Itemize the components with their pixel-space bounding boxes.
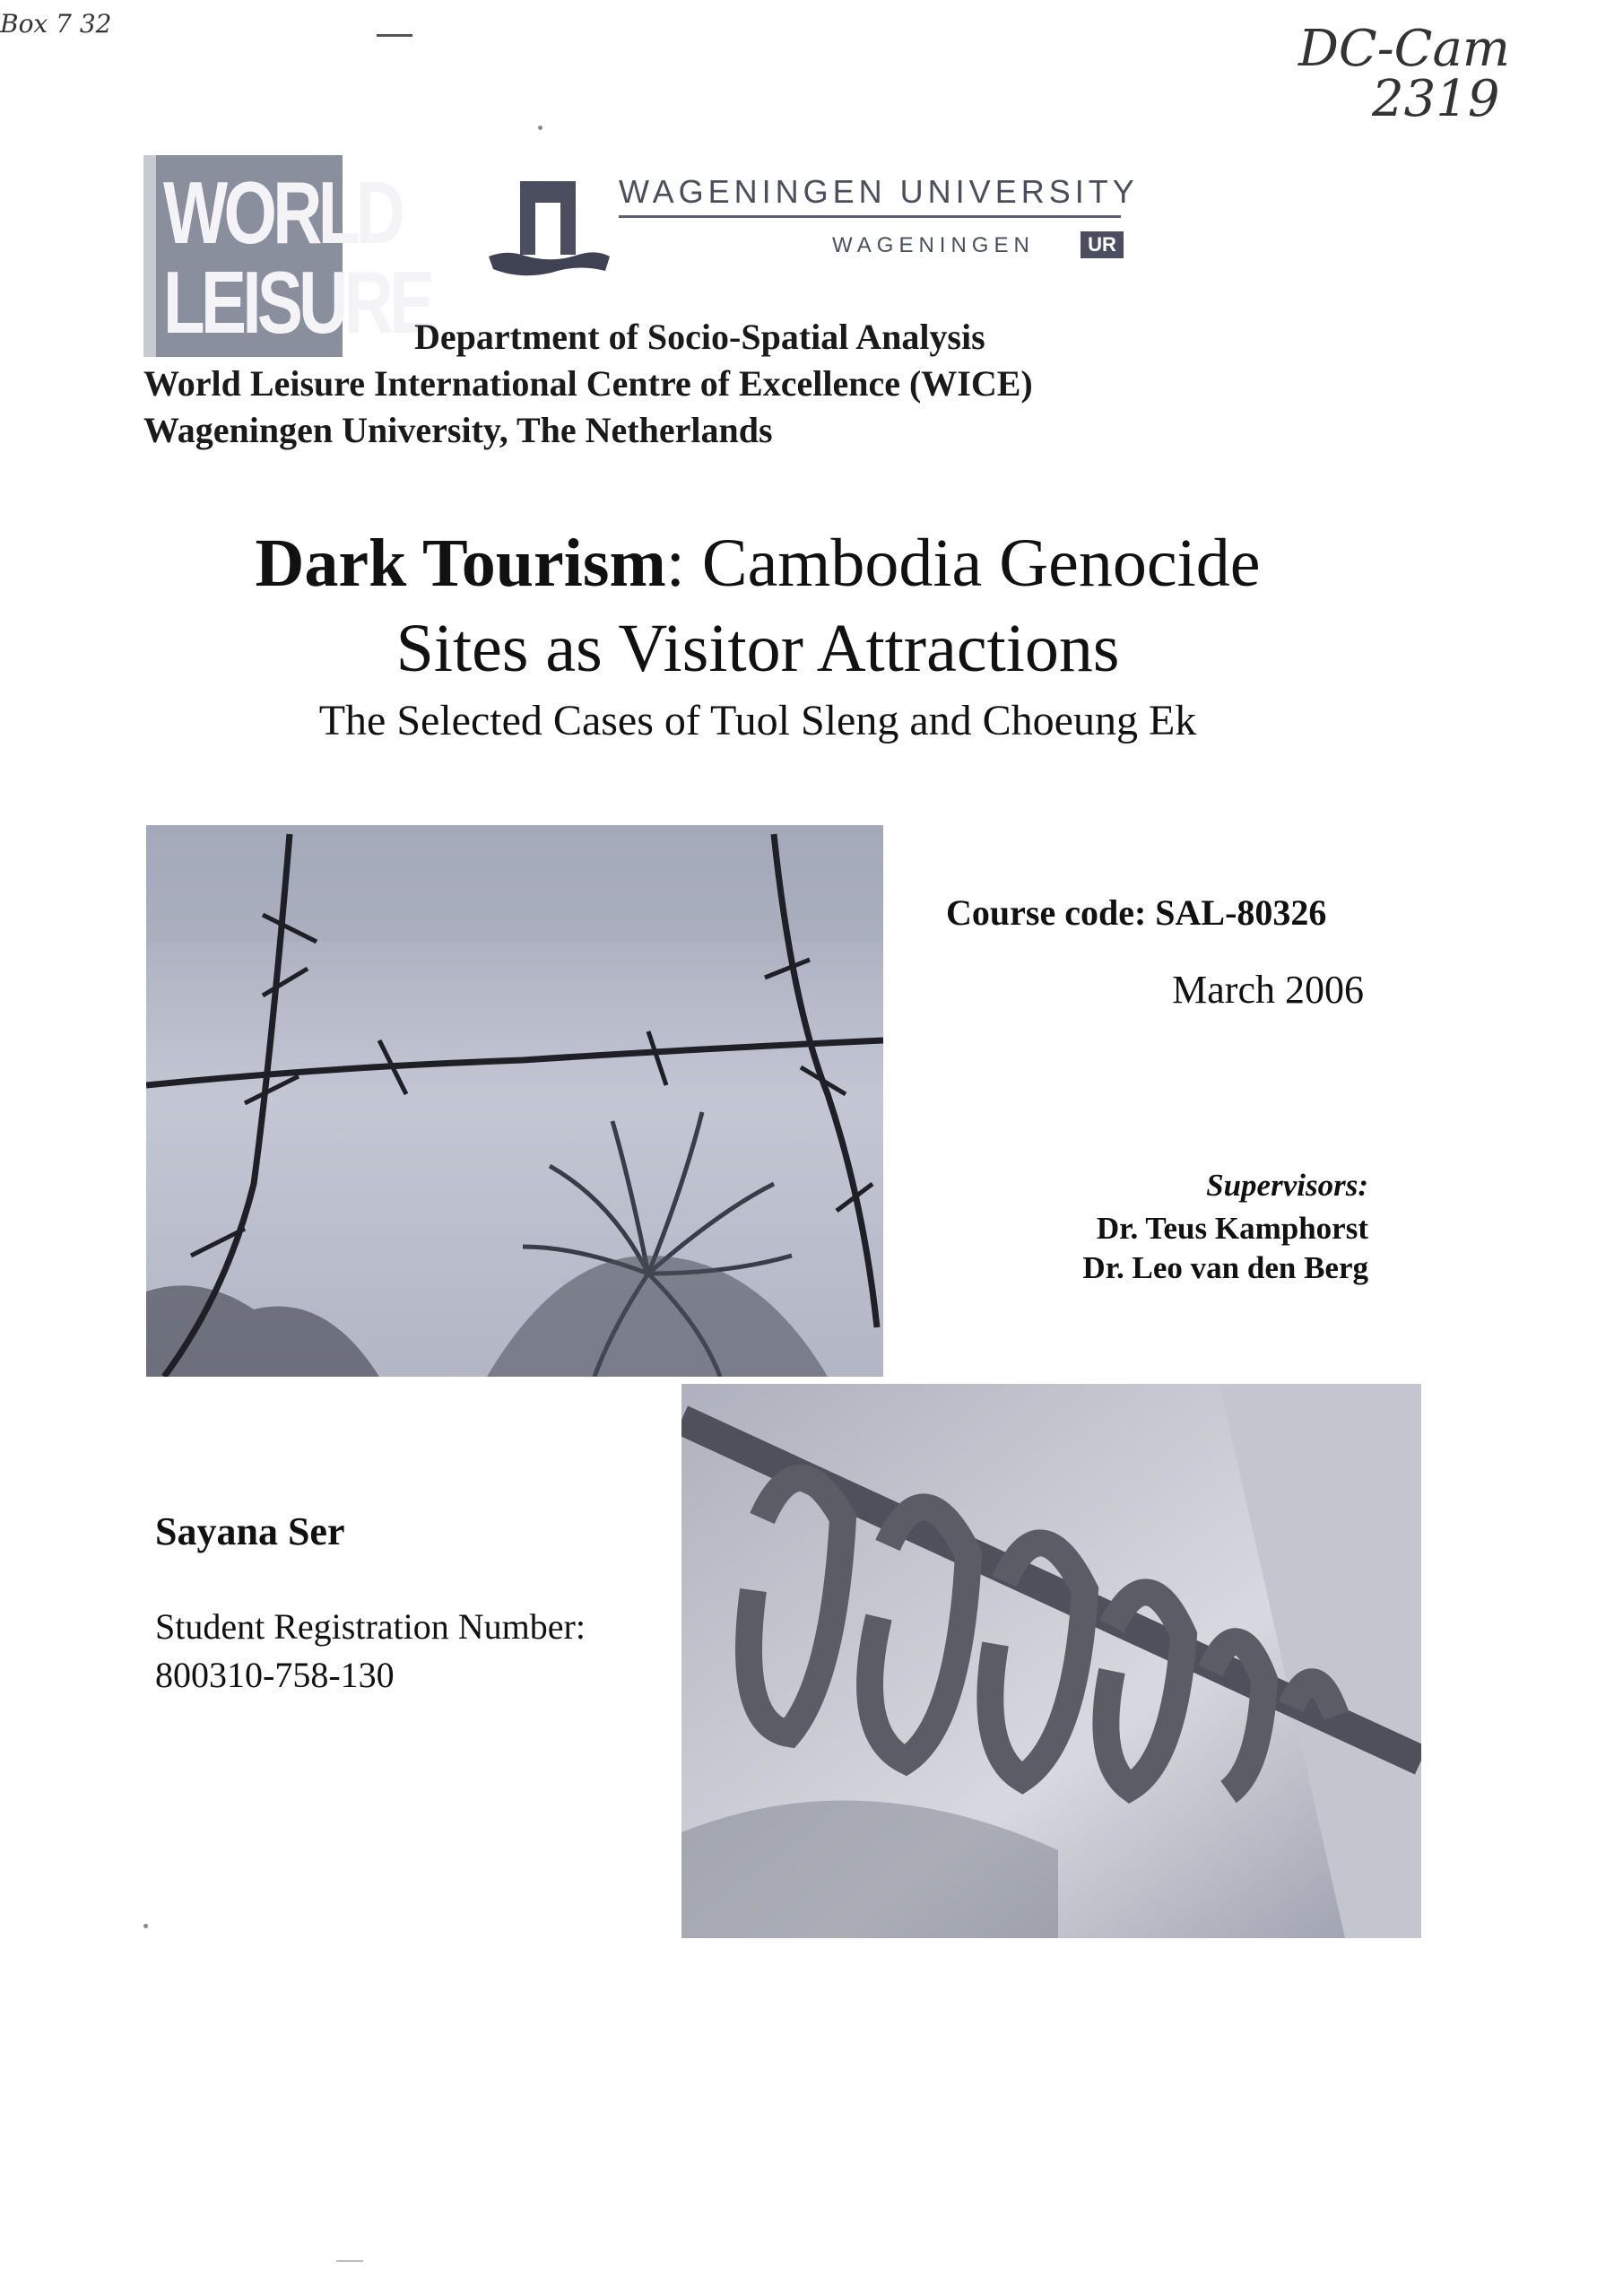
title-strong: Dark Tourism — [255, 526, 666, 601]
logo-text-line1: WORLD — [163, 163, 402, 262]
wageningen-ur-badge: UR — [1081, 231, 1124, 258]
registration-number: 800310-758-130 — [155, 1655, 395, 1695]
world-leisure-logo — [143, 155, 431, 357]
scan-speck — [538, 126, 542, 130]
wageningen-subname: WAGENINGEN — [832, 233, 1035, 257]
department-name: Department of Socio-Spatial Analysis — [414, 317, 985, 357]
handwritten-archive-number: 2319 — [1372, 70, 1500, 128]
wageningen-logo-icon — [489, 170, 610, 283]
registration-label: Student Registration Number: — [155, 1606, 586, 1647]
supervisor-name: Dr. Teus Kamphorst — [1096, 1211, 1368, 1246]
supervisor-name: Dr. Leo van den Berg — [1082, 1250, 1368, 1285]
subtitle: The Selected Cases of Tuol Sleng and Choeung Ek — [318, 697, 1197, 744]
handwritten-archive-code: DC-Cam — [1298, 20, 1511, 78]
course-code: Course code: SAL-80326 — [946, 892, 1327, 933]
title-rest: : Cambodia Genocide — [665, 526, 1261, 601]
submission-date: March 2006 — [1172, 968, 1364, 1012]
wageningen-name: WAGENINGEN UNIVERSITY — [619, 173, 1139, 210]
handwritten-box-note: Box 7 32 — [0, 9, 112, 39]
title-line2: Sites as Visitor Attractions — [395, 611, 1120, 686]
author-name: Sayana Ser — [155, 1509, 345, 1553]
scan-speck — [336, 2260, 363, 2262]
wageningen-divider — [619, 215, 1121, 218]
scan-speck — [377, 34, 412, 37]
scan-speck — [143, 1924, 148, 1928]
title-line1 — [0, 525, 1515, 603]
barbed-wire-photo — [146, 825, 883, 1377]
logo-text-line2: LEISURE — [163, 253, 431, 352]
supervisors-label: Supervisors: — [1206, 1168, 1368, 1203]
centre-name: World Leisure International Centre of Excellence (WICE) — [143, 363, 1033, 404]
university-name: Wageningen University, The Netherlands — [143, 410, 773, 450]
shackle-chain-photo — [681, 1384, 1421, 1938]
